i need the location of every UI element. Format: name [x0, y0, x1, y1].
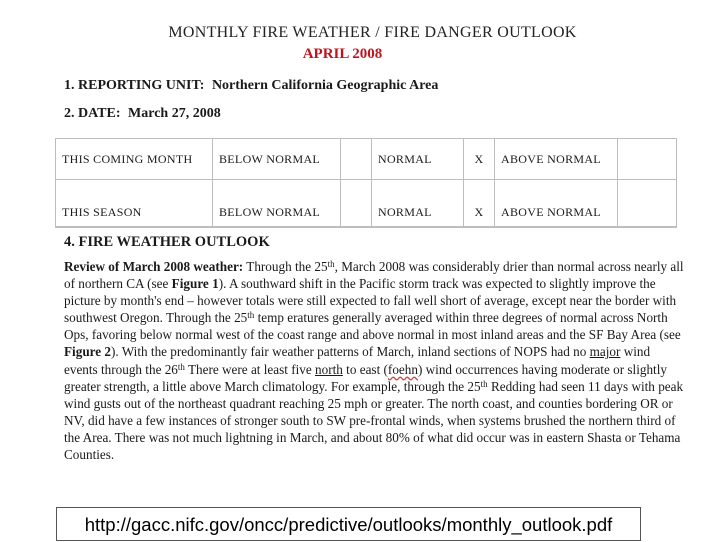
- normal-cell: NORMAL: [372, 180, 464, 228]
- normal-cell: NORMAL: [372, 139, 464, 180]
- below-normal-cell: BELOW NORMAL: [213, 180, 341, 228]
- superscript: th: [247, 310, 255, 321]
- date-label: 2. DATE: [64, 106, 116, 121]
- review-text: temp eratures generally averaged within three degrees of normal across North Ops, favoring below normal west of the coast range and above normal in most inland areas and the SF Bay Area (see: [64, 310, 681, 343]
- reporting-unit-value: Northern California Geographic Area: [211, 78, 439, 93]
- review-text: Through the 25: [243, 259, 328, 274]
- reporting-unit-label: 1. REPORTING UNIT: [64, 78, 200, 93]
- major-underlined: major: [589, 344, 621, 360]
- fire-weather-outlook-heading: 4. FIRE WEATHER OUTLOOK: [64, 234, 270, 250]
- normal-mark: X: [464, 180, 495, 228]
- north-underlined: north: [315, 361, 343, 377]
- review-text: Redding had seen 11 days with peak wind gusts out of the northeast quadrant reaching 25 mph or greater. The north coast, and counties bordering OR or NV, did have a few instances of stronger south to SW pre-frontal winds, when systems brushed the northern third of the Area. There was not much lightning in March, and about 80% of what did occur was in eastern Shasta or Tehama Counties.: [64, 378, 684, 463]
- date-line: [64, 106, 221, 122]
- foehn-word: foehn: [387, 361, 418, 377]
- normal-mark: X: [464, 139, 495, 180]
- date-value: March 27, 2008: [128, 106, 221, 121]
- period-cell: THIS COMING MONTH: [56, 139, 213, 180]
- source-url[interactable]: http://gacc.nifc.gov/oncc/predictive/outlooks/monthly_outlook.pdf: [56, 507, 641, 541]
- reporting-unit-line: [64, 78, 438, 94]
- below-normal-mark: [341, 139, 372, 180]
- period-cell: THIS SEASON: [56, 180, 213, 228]
- review-lead: Review of March 2008 weather:: [64, 259, 244, 274]
- review-text: There were at least five: [184, 361, 316, 377]
- table-row: [56, 139, 677, 180]
- review-text: ). With the predominantly fair weather patterns of March, inland sections of NOPS had no: [111, 344, 590, 360]
- review-text: to east (: [342, 361, 388, 377]
- above-normal-cell: ABOVE NORMAL: [495, 139, 618, 180]
- review-text: ) wind occurrences having moderate or slightly greater strength, a little above March climatology. For example, through the 25: [64, 361, 667, 394]
- date-colon: :: [115, 106, 121, 121]
- review-paragraph: [64, 258, 686, 463]
- reporting-unit-colon: :: [199, 78, 205, 93]
- table-row: [56, 180, 677, 228]
- review-text: ). A southward shift in the Pacific storm track was expected to slightly improve the picture by month's end – however totals were still expected to fall well short of average, except near the border with southwest Oregon. Through the 25: [64, 276, 677, 326]
- superscript: th: [177, 361, 185, 372]
- review-text: wind events through the 26: [64, 344, 651, 377]
- superscript: th: [480, 378, 488, 389]
- above-normal-mark: [618, 180, 677, 228]
- superscript: th: [327, 259, 335, 269]
- outlook-table: [55, 138, 677, 228]
- figure-1-ref: Figure 1: [171, 276, 219, 292]
- figure-2-ref: Figure 2: [64, 344, 112, 360]
- review-text: , March 2008 was considerably drier than normal across nearly all of northern CA (see: [64, 259, 684, 292]
- below-normal-cell: BELOW NORMAL: [213, 139, 341, 180]
- above-normal-cell: ABOVE NORMAL: [495, 180, 618, 228]
- document-title: MONTHLY FIRE WEATHER / FIRE DANGER OUTLOOK: [168, 24, 577, 41]
- below-normal-mark: [341, 180, 372, 228]
- above-normal-mark: [618, 139, 677, 180]
- document-subtitle: APRIL 2008: [302, 46, 383, 62]
